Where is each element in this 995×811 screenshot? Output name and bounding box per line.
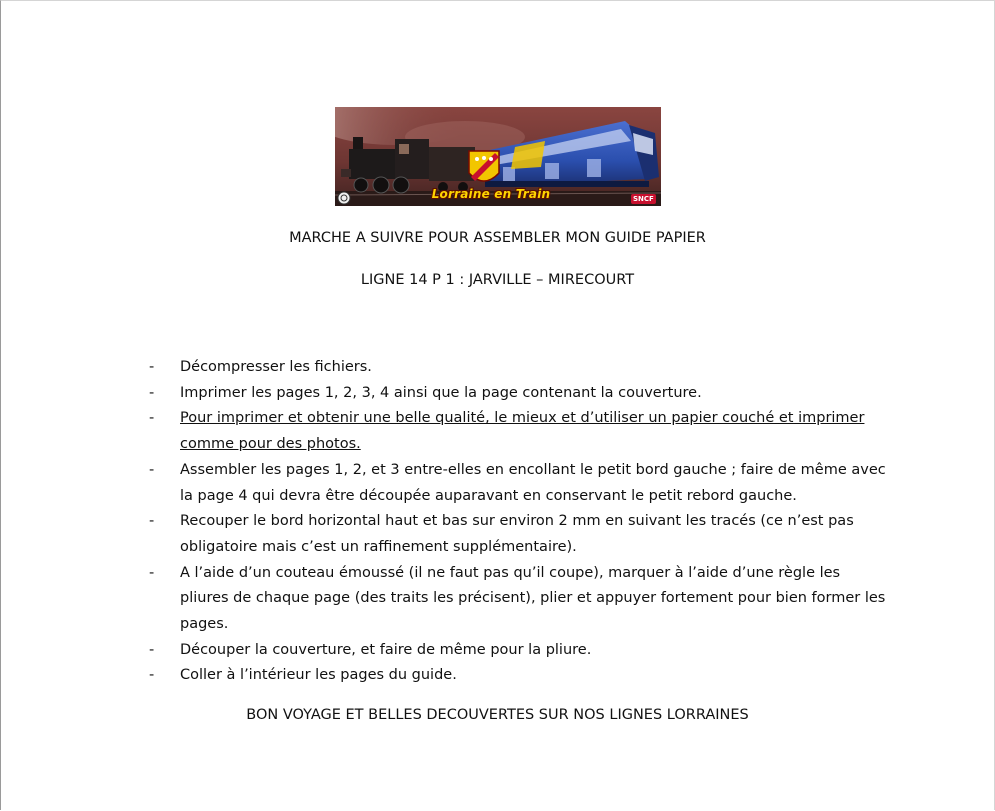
list-dash: - — [149, 359, 155, 375]
list-item-text: A l’aide d’un couteau émoussé (il ne faut pas qu’il coupe), marquer à l’aide d’une règle les pliures de chaque page (des traits les précisent), plier et appuyer fortement pour bien former les pages. — [180, 564, 886, 633]
list-item — [149, 381, 889, 407]
list-item-text: Décompresser les fichiers. — [180, 359, 372, 375]
page-subtitle: LIGNE 14 P 1 : JARVILLE – MIRECOURT — [360, 272, 635, 288]
list-dash: - — [149, 564, 155, 581]
list-item-text: Assembler les pages 1, 2, et 3 entre-elles en encollant le petit bord gauche ; faire de même avec la page 4 qui devra être découpée auparavant en conservant le petit rebord gauche. — [180, 461, 886, 504]
list-item-text: Découper la couverture, et faire de même pour la pliure. — [180, 641, 592, 658]
list-item-text: Imprimer les pages 1, 2, 3, 4 ainsi que la page contenant la couverture. — [180, 384, 702, 401]
list-dash: - — [149, 461, 155, 478]
lorraine-en-train-banner — [335, 107, 661, 206]
list-item-text: Recouper le bord horizontal haut et bas sur environ 2 mm en suivant les tracés (ce n’est pas obligatoire mais c’est un raffinement supplémentaire). — [180, 513, 854, 555]
list-item — [149, 638, 889, 664]
list-dash: - — [149, 513, 155, 530]
list-item — [149, 509, 889, 560]
list-item — [149, 355, 889, 381]
list-item-text-underlined: Pour imprimer et obtenir une belle qualité, le mieux et d’utiliser un papier couché et imprimer comme pour des photos. — [180, 410, 865, 453]
list-item — [149, 663, 889, 689]
list-item — [149, 561, 889, 638]
list-dash: - — [149, 641, 155, 658]
list-dash: - — [149, 384, 155, 401]
page-title: MARCHE A SUIVRE POUR ASSEMBLER MON GUIDE PAPIER — [289, 230, 706, 246]
list-item-text: Coller à l’intérieur les pages du guide. — [180, 667, 457, 684]
closing-line: BON VOYAGE ET BELLES DECOUVERTES SUR NOS LIGNES LORRAINES — [246, 707, 749, 723]
list-item — [149, 406, 889, 457]
list-dash: - — [149, 410, 155, 427]
sncf-logo-icon: SNCF — [633, 195, 654, 203]
list-item — [149, 458, 889, 509]
list-dash: - — [149, 667, 155, 684]
lorraine-shield-icon — [469, 151, 499, 181]
railway-emblem-icon — [338, 192, 350, 204]
banner-title: Lorraine en Train — [431, 187, 551, 201]
instruction-list — [149, 355, 889, 689]
